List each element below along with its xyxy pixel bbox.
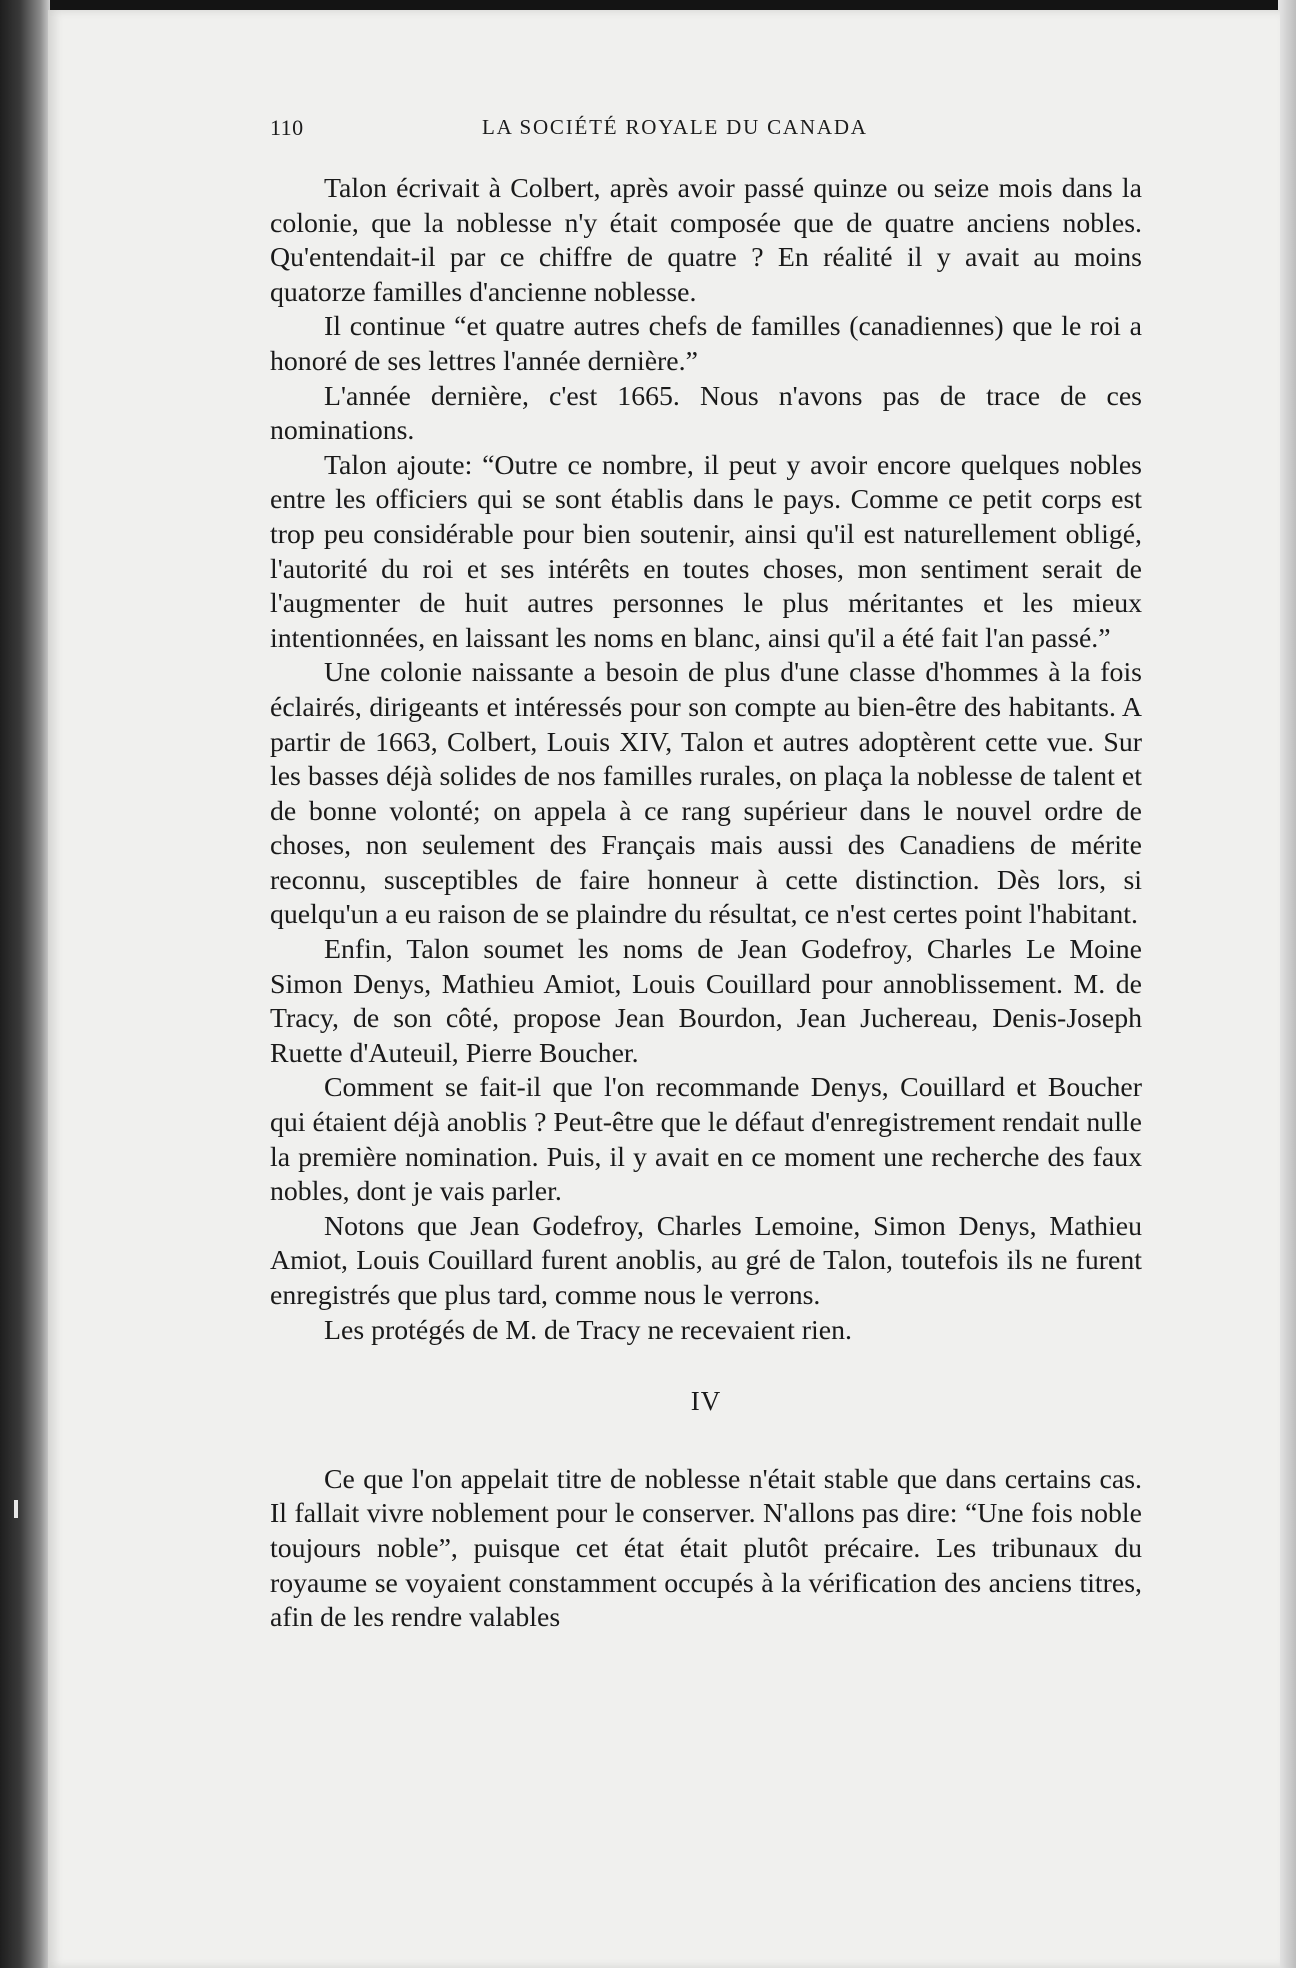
paragraph: Une colonie naissante a besoin de plus d'une classe d'hommes à la fois éclairés, dirigeants et intéressés pour son compte au bien-être des habitants. A partir de 1663, Colbert, Louis XIV, Talon et autres adoptèrent cette vue. Sur les basses déjà solides de nos familles rurales, on plaça la noblesse de talent et de bonne volonté; on appela à ce rang supérieur dans le nouvel ordre de choses, non seulement des Français mais aussi des Canadiens de mérite reconnu, susceptibles de faire honneur à cette distinction. Dès lors, si quelqu'un a eu raison de se plaindre du résultat, ce n'est certes point l'habitant. xyxy=(270,657,1142,931)
body-text xyxy=(270,172,1142,1636)
paragraph: Les protégés de M. de Tracy ne recevaient rien. xyxy=(324,1314,852,1346)
paragraph: L'année dernière, c'est 1665. Nous n'avons pas de trace de ces nominations. xyxy=(270,380,1142,447)
paragraph: Enfin, Talon soumet les noms de Jean Godefroy, Charles Le Moine Simon Denys, Mathieu Amiot, Louis Couillard pour annoblissement. M. de Tracy, de son côté, propose Jean Bourdon, Jean Juchereau, Denis-Joseph Ruette d'Auteuil, Pierre Boucher. xyxy=(270,934,1142,1069)
scan-top-edge xyxy=(0,0,1296,10)
binding-mark xyxy=(14,1500,18,1518)
paragraph: Talon écrivait à Colbert, après avoir passé quinze ou seize mois dans la colonie, que la noblesse n'y était composée que de quatre anciens nobles. Qu'entendait-il par ce chiffre de quatre ? En réalité il y avait au moins quatorze familles d'ancienne noblesse. xyxy=(270,173,1142,308)
paragraph: Talon ajoute: “Outre ce nombre, il peut y avoir encore quelques nobles entre les officiers qui se sont établis dans le pays. Comme ce petit corps est trop peu considérable pour bien soutenir, ainsi qu'il est naturellement obligé, l'autorité du roi et ses intérêts en toutes choses, mon sentiment serait de l'augmenter de huit autres personnes le plus méritantes et les mieux intentionnées, en laissant les noms en blanc, ainsi qu'il a été fait l'an passé.” xyxy=(270,449,1142,654)
paragraph: Comment se fait-il que l'on recommande Denys, Couillard et Boucher qui étaient déjà anoblis ? Peut-être que le défaut d'enregistrement rendait nulle la première nomination. Puis, il y avait en ce moment une recherche des faux nobles, dont je vais parler. xyxy=(270,1072,1142,1208)
scan-right-edge xyxy=(1278,0,1296,1968)
paragraph: Ce que l'on appelait titre de noblesse n'était stable que dans certains cas. Il fallait vivre noblement pour le conserver. N'allons pas dire: “Une fois noble toujours noble”, puisque cet état était plutôt précaire. Les tribunaux du royaume se voyaient constamment occupés à la vérification des anciens titres, afin de les rendre valables xyxy=(270,1463,1142,1634)
paragraph: Notons que Jean Godefroy, Charles Lemoine, Simon Denys, Mathieu Amiot, Louis Couillard furent anoblis, au gré de Talon, toutefois ils ne furent enregistrés que plus tard, comme nous le verrons. xyxy=(270,1210,1142,1311)
section-heading: IV xyxy=(690,1386,722,1417)
page-number: 110 xyxy=(270,115,304,140)
running-header xyxy=(270,115,1100,145)
running-title: LA SOCIÉTÉ ROYALE DU CANADA xyxy=(482,115,868,139)
scan-binding-shadow xyxy=(0,0,50,1968)
paragraph: Il continue “et quatre autres chefs de familles (canadiennes) que le roi a honoré de ses lettres l'année dernière.” xyxy=(270,311,1142,377)
